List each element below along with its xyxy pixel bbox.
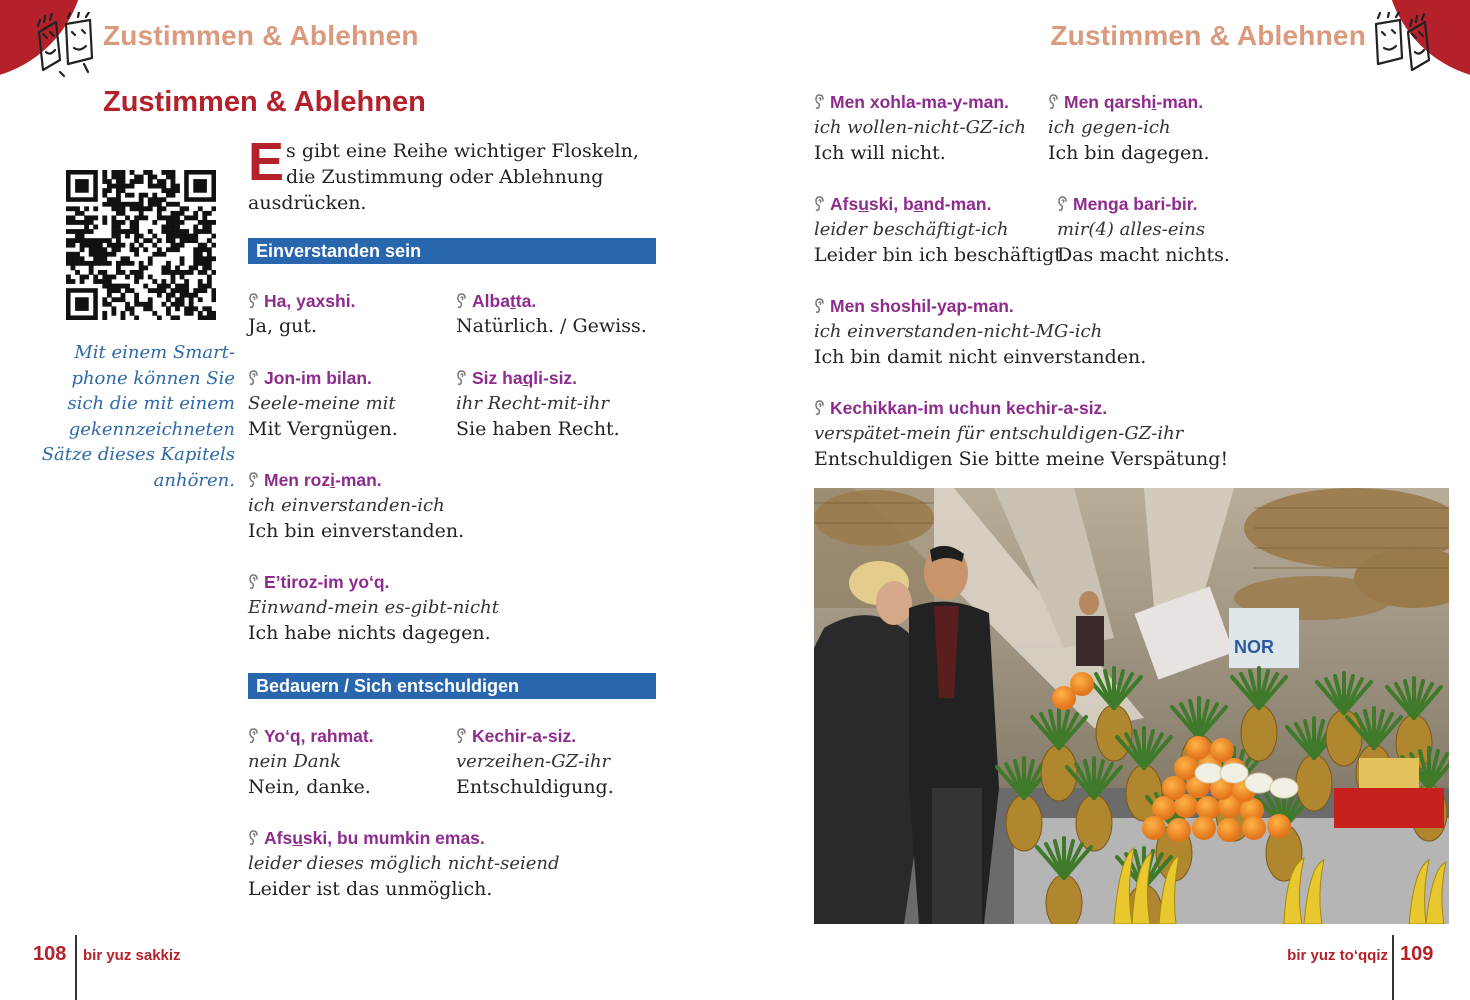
phrase-uzbek[interactable] [248, 365, 398, 391]
phrase-literal: mir(4) alles-eins [1057, 219, 1206, 240]
phrase-literal: leider beschäftigt-ich [814, 219, 1009, 240]
intro-paragraph [248, 132, 658, 216]
phrase-uzbek[interactable] [248, 825, 560, 851]
phrase-entry [248, 723, 374, 800]
footer-divider-left [75, 935, 77, 1000]
ear-icon [248, 825, 260, 851]
phrase-uzbek[interactable] [814, 395, 1228, 421]
phrase-uzbek-text: Men rozi-man. [264, 470, 382, 490]
phrase-uzbek-text: Jon-im bilan. [264, 368, 372, 388]
qr-code[interactable] [66, 170, 216, 320]
phrase-uzbek[interactable] [248, 467, 464, 493]
phrase-entry [1048, 89, 1210, 166]
phrase-uzbek-text: Kechikkan-im uchun kechir-a-siz. [830, 398, 1108, 418]
phrase-entry [456, 365, 620, 442]
phrase-uzbek[interactable] [248, 723, 374, 749]
phrase-entry [456, 723, 614, 800]
phrase-literal: verspätet-mein für entschuldigen-GZ-ihr [814, 423, 1184, 444]
phrase-uzbek-text: Siz haqli-siz. [472, 368, 578, 388]
phrase-uzbek-text: Ha, yaxshi. [264, 291, 356, 311]
phrase-uzbek-text: Men xohla-ma-y-man. [830, 92, 1009, 112]
ear-icon [456, 365, 468, 391]
phrase-uzbek[interactable] [248, 569, 499, 595]
intro-text: s gibt eine Reihe wichtiger Floskeln, die Zustimmung oder Ablehnung ausdrücken. [248, 140, 639, 214]
phrase-translation: Ich habe nichts dagegen. [248, 621, 491, 644]
phrase-entry [1057, 191, 1230, 268]
phrase-literal: ich einverstanden-ich [248, 495, 445, 516]
ear-icon [248, 365, 260, 391]
phrase-uzbek[interactable] [1048, 89, 1210, 115]
phrase-uzbek-text: Menga bari-bir. [1073, 194, 1198, 214]
phrase-literal: leider dieses möglich nicht-seiend [248, 853, 560, 874]
page-number-left: 108 [33, 943, 67, 965]
market-photo [814, 488, 1449, 924]
phrase-entry [814, 191, 1068, 268]
footer-divider-right [1392, 935, 1394, 1000]
phrase-literal: ich wollen-nicht-GZ-ich [814, 117, 1026, 138]
ear-icon [814, 191, 826, 217]
page-label-left: bir yuz sakkiz [83, 947, 181, 964]
phrase-entry [248, 365, 398, 442]
phrase-literal: ihr Recht-mit-ihr [456, 393, 609, 414]
section-heading-apologize: Bedauern / Sich entschuldigen [248, 673, 656, 699]
faces-icon [34, 12, 96, 78]
phrase-uzbek-text: Men qarshi-man. [1064, 92, 1204, 112]
phrase-translation: Nein, danke. [248, 775, 371, 798]
phrase-uzbek[interactable] [814, 89, 1026, 115]
phrase-uzbek[interactable] [814, 191, 1068, 217]
phrase-literal: ich einverstanden-nicht-MG-ich [814, 321, 1103, 342]
phrase-uzbek-text: Albatta. [472, 291, 537, 311]
drop-cap: E [248, 132, 285, 192]
ear-icon [456, 288, 468, 314]
phrase-translation: Ja, gut. [248, 315, 318, 337]
page-number-right: 109 [1400, 943, 1434, 965]
phrase-entry [248, 467, 464, 544]
phrase-literal: verzeihen-GZ-ihr [456, 751, 611, 772]
phrase-literal: ich gegen-ich [1048, 117, 1171, 138]
ear-icon [248, 467, 260, 493]
phrase-entry [248, 825, 560, 902]
phrase-uzbek-text: Afsuski, bu mumkin emas. [264, 828, 485, 848]
phrase-translation: Entschuldigung. [456, 775, 614, 798]
phrase-translation: Mit Vergnügen. [248, 417, 398, 440]
phrase-literal: nein Dank [248, 751, 341, 772]
phrase-translation: Ich bin dagegen. [1048, 141, 1210, 164]
phrase-entry [248, 569, 499, 646]
sidenote: Mit einem Smart- phone können Sie sich die mit einem gekennzeichneten Sätze dieses Kapitels anhören. [41, 342, 235, 491]
page-label-right: bir yuz to‘qqiz [1287, 947, 1388, 964]
phrase-uzbek[interactable] [456, 723, 614, 749]
phrase-translation: Leider ist das unmöglich. [248, 877, 493, 900]
phrase-entry [248, 288, 355, 340]
phrase-uzbek[interactable] [456, 288, 647, 314]
phrase-uzbek-text: E’tiroz-im yo‘q. [264, 572, 390, 592]
header-title-right: Zustimmen & Ablehnen [1050, 20, 1366, 51]
header-title-left: Zustimmen & Ablehnen [103, 20, 419, 51]
ear-icon [814, 293, 826, 319]
ear-icon [814, 89, 826, 115]
section-heading-agree: Einverstanden sein [248, 238, 656, 264]
ear-icon [248, 723, 260, 749]
ear-icon [456, 723, 468, 749]
phrase-entry [814, 293, 1146, 370]
phrase-uzbek[interactable] [814, 293, 1146, 319]
ear-icon [1057, 191, 1069, 217]
ear-icon [814, 395, 826, 421]
phrase-translation: Natürlich. / Gewiss. [456, 315, 647, 337]
phrase-translation: Sie haben Recht. [456, 417, 620, 440]
phrase-uzbek-text: Kechir-a-siz. [472, 726, 577, 746]
phrase-translation: Ich bin einverstanden. [248, 519, 465, 542]
phrase-uzbek[interactable] [456, 365, 620, 391]
phrase-literal: Einwand-mein es-gibt-nicht [248, 597, 499, 618]
phrase-translation: Ich will nicht. [814, 141, 946, 164]
ear-icon [1048, 89, 1060, 115]
ear-icon [248, 569, 260, 595]
phrase-entry [814, 395, 1228, 472]
phrase-uzbek-text: Yo‘q, rahmat. [264, 726, 374, 746]
phrase-uzbek[interactable] [248, 288, 355, 314]
phrase-translation: Ich bin damit nicht einverstanden. [814, 345, 1147, 368]
phrase-literal: Seele-meine mit [248, 393, 396, 414]
phrase-uzbek-text: Afsuski, band-man. [830, 194, 992, 214]
phrase-uzbek-text: Men shoshil-yap-man. [830, 296, 1014, 316]
phrase-translation: Leider bin ich beschäftigt. [814, 243, 1068, 266]
phrase-translation: Entschuldigen Sie bitte meine Verspätung! [814, 447, 1229, 470]
svg-text:NOR: NOR [1234, 637, 1274, 657]
chapter-title: Zustimmen & Ablehnen [103, 86, 426, 118]
ear-icon [248, 288, 260, 314]
phrase-entry [456, 288, 647, 340]
phrase-entry [814, 89, 1026, 166]
faces-icon [1372, 12, 1434, 78]
phrase-translation: Das macht nichts. [1057, 243, 1230, 266]
phrase-uzbek[interactable] [1057, 191, 1230, 217]
